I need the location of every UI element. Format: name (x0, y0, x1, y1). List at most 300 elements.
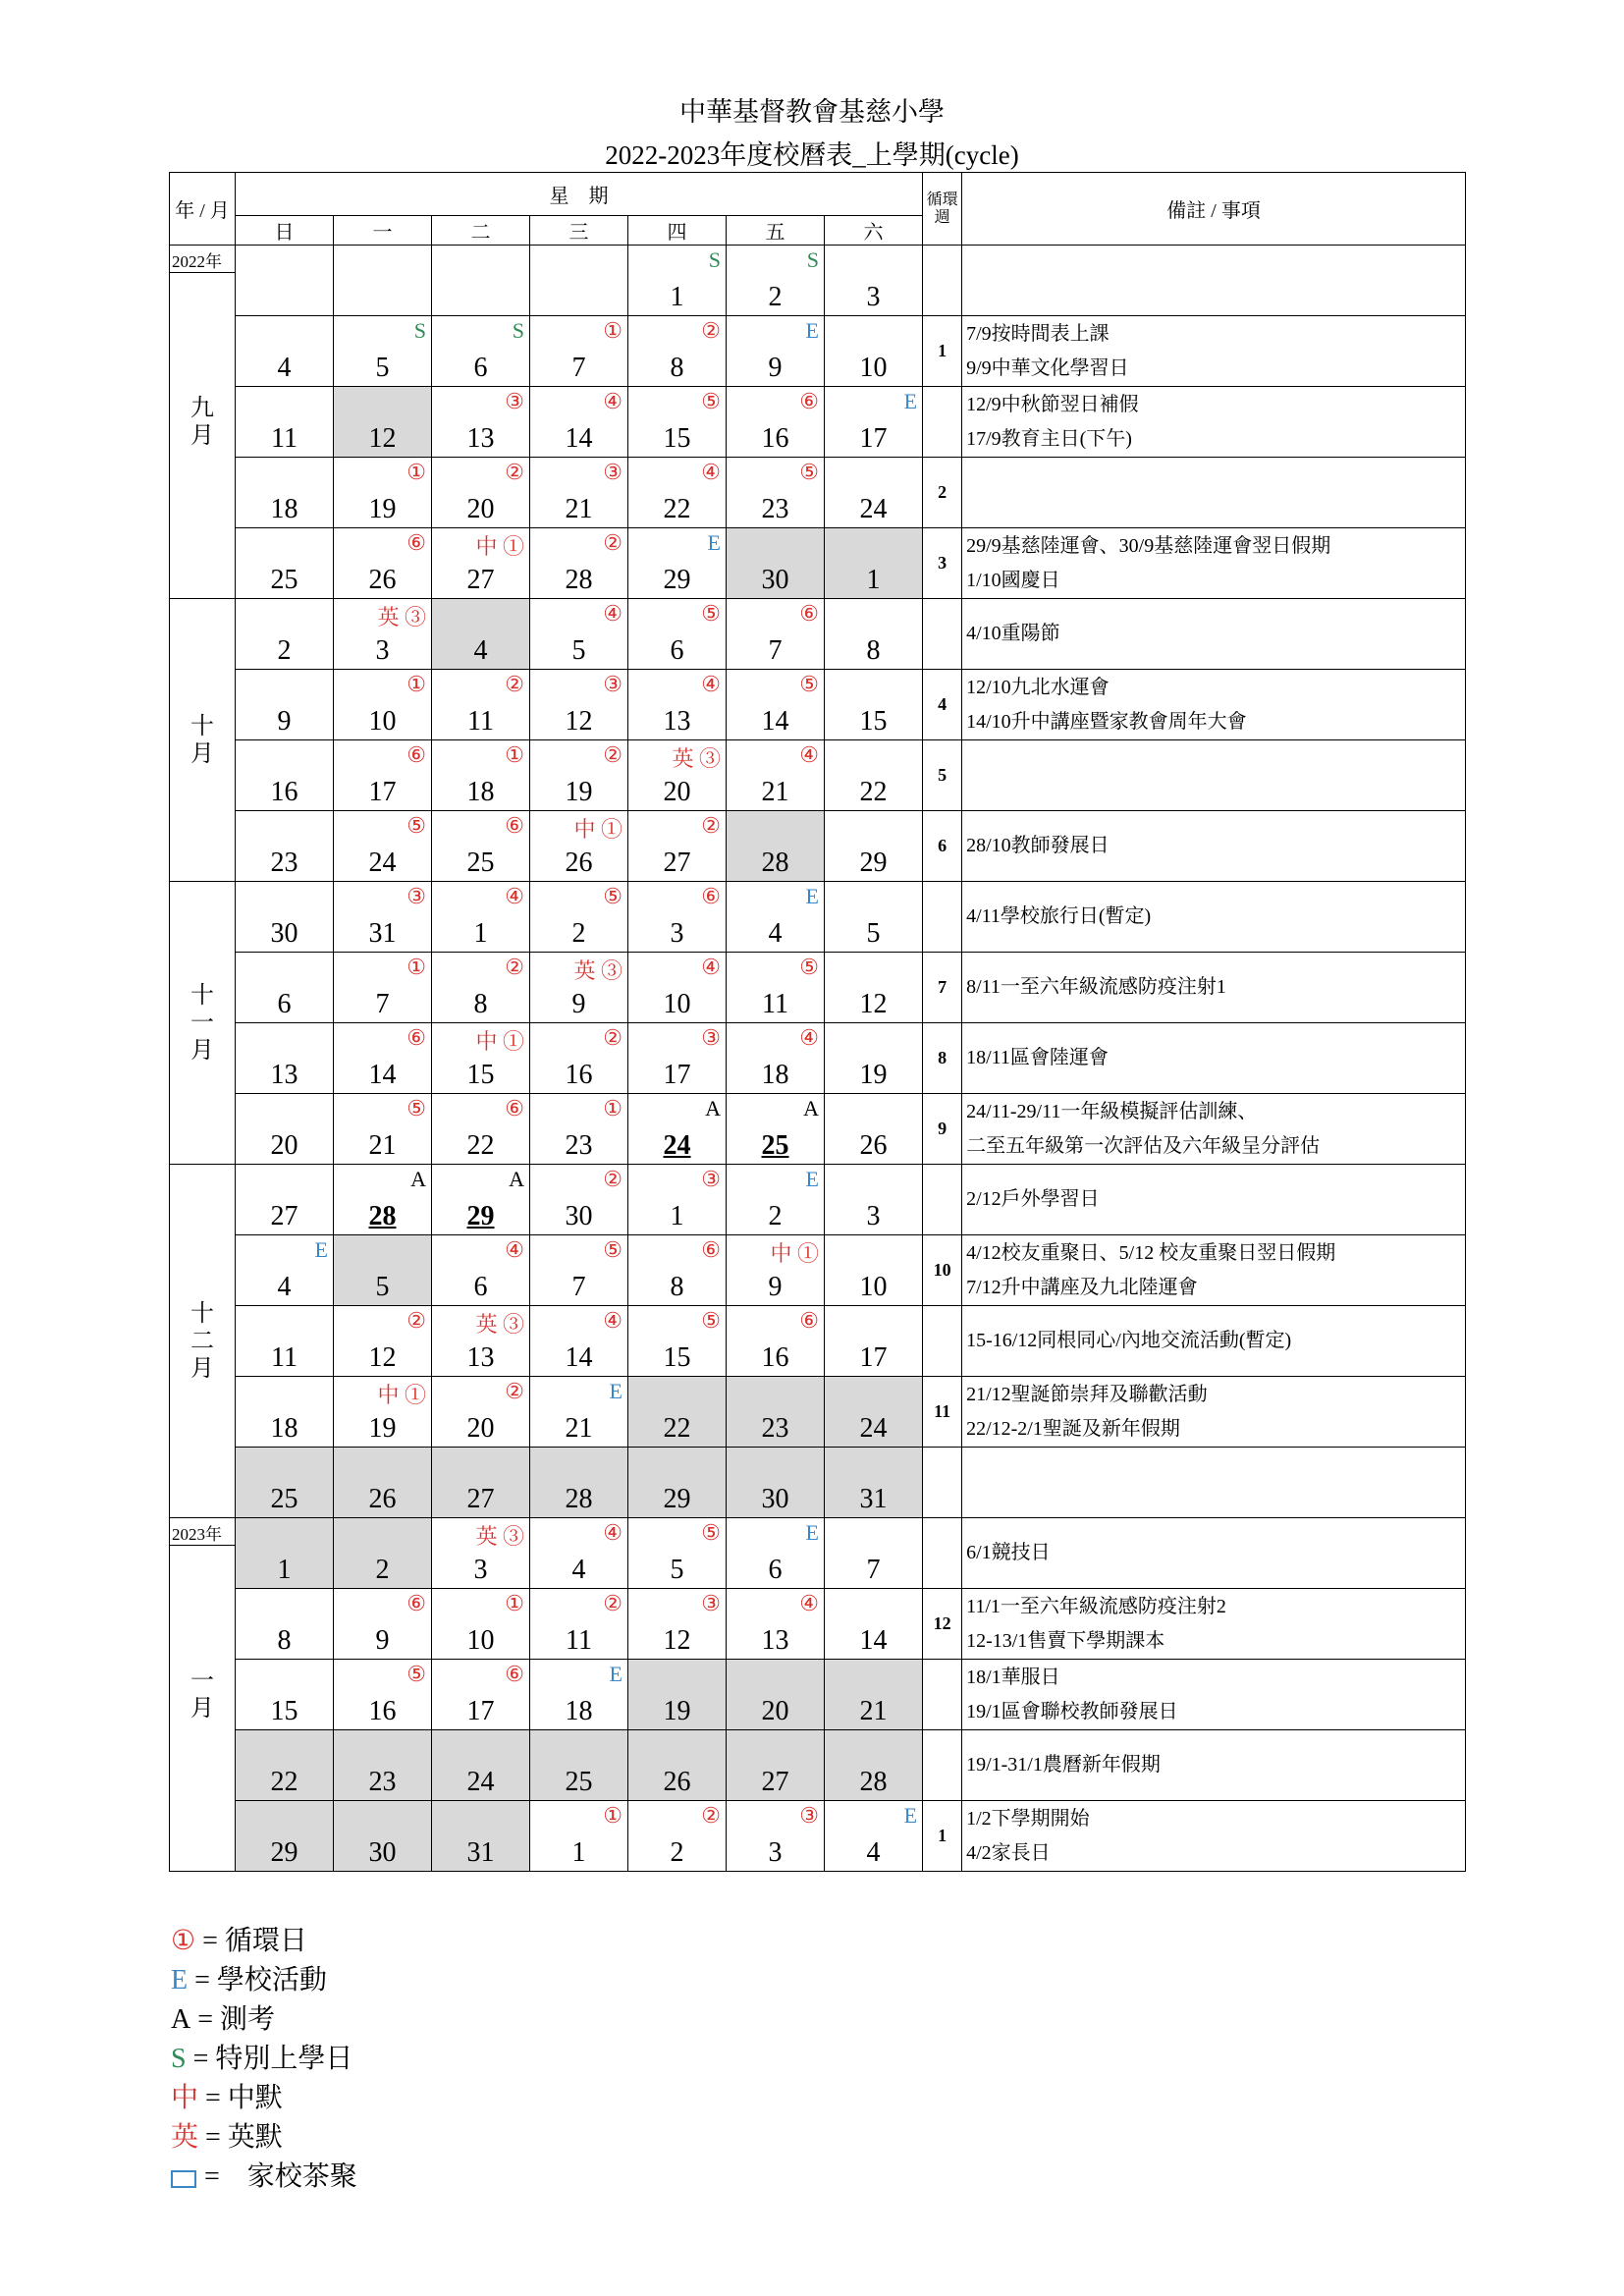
day-marker: ⑥ (406, 742, 426, 767)
day-cell (334, 811, 432, 882)
day-cell (530, 1730, 628, 1801)
day-cell (727, 953, 825, 1023)
day-cell (236, 246, 334, 316)
day-cell (530, 1660, 628, 1730)
day-cell (825, 1306, 923, 1377)
day-marker: E (903, 1803, 918, 1828)
day-marker: 中 ① (377, 1383, 426, 1407)
day-number: 4 (277, 353, 292, 383)
day-marker: ① (603, 1803, 623, 1828)
cycle-week (923, 882, 962, 953)
day-marker: E (707, 530, 721, 555)
month-label: 一 月 (190, 1667, 214, 1722)
cycle-week: 3 (923, 528, 962, 599)
day-number: 26 (368, 565, 397, 595)
day-cell (825, 1377, 923, 1448)
day-number: 1 (866, 565, 881, 595)
day-number: 11 (467, 706, 494, 737)
remark-line: 15-16/12同根同心/內地交流活動(暫定) (966, 1330, 1292, 1351)
day-marker: 英 ③ (672, 746, 721, 771)
day-cell (727, 1660, 825, 1730)
day-marker: ⑤ (406, 1096, 426, 1121)
day-cell (628, 670, 727, 740)
day-number: 7 (571, 1272, 586, 1302)
day-number: 30 (368, 1837, 397, 1868)
day-number: 12 (565, 706, 593, 737)
day-number: 15 (859, 706, 888, 737)
header-remarks: 備註 / 事項 (962, 173, 1466, 246)
day-number: 14 (859, 1625, 888, 1656)
day-marker: ⑥ (701, 884, 721, 908)
day-number: 17 (466, 1696, 495, 1726)
day-number: 14 (761, 706, 789, 737)
day-cell (628, 246, 727, 316)
day-cell (334, 1518, 432, 1589)
day-number: 19 (663, 1696, 691, 1726)
day-marker: ⑥ (406, 1591, 426, 1615)
day-cell (825, 1165, 923, 1235)
day-cell (727, 882, 825, 953)
day-cell (236, 316, 334, 387)
day-cell (628, 528, 727, 599)
legend-item (171, 1961, 357, 2000)
day-number: 30 (565, 1201, 593, 1231)
day-number: 9 (768, 1272, 783, 1302)
cycle-week: 11 (923, 1377, 962, 1448)
week-row (170, 599, 1466, 670)
day-cell (628, 1235, 727, 1306)
day-cell (236, 599, 334, 670)
day-cell (530, 1165, 628, 1235)
day-cell (727, 316, 825, 387)
cycle-week (923, 246, 962, 316)
week-row (170, 387, 1466, 458)
day-cell (236, 1165, 334, 1235)
day-marker: ③ (603, 672, 623, 696)
day-cell (530, 811, 628, 882)
day-cell (236, 1023, 334, 1094)
day-cell (334, 1165, 432, 1235)
cycle-week: 6 (923, 811, 962, 882)
day-number: 27 (761, 1767, 789, 1797)
day-marker: ③ (603, 460, 623, 484)
cycle-week: 12 (923, 1589, 962, 1660)
day-cell (236, 1094, 334, 1165)
remark-line: 4/11學校旅行日(暫定) (966, 905, 1152, 927)
day-cell (727, 246, 825, 316)
day-cell (530, 528, 628, 599)
cycle-week: 4 (923, 670, 962, 740)
day-number: 4 (277, 1272, 292, 1302)
day-marker: 英 ③ (377, 605, 426, 629)
day-cell (727, 1094, 825, 1165)
school-calendar-table (169, 172, 1466, 1872)
day-number: 18 (270, 1413, 298, 1444)
legend-item (171, 2158, 357, 2197)
day-number: 23 (761, 494, 789, 524)
day-marker: ④ (603, 1308, 623, 1333)
day-cell (530, 1306, 628, 1377)
day-cell (432, 458, 530, 528)
day-number: 7 (375, 989, 390, 1019)
day-number: 22 (270, 1767, 298, 1797)
remarks-cell (962, 1448, 1466, 1518)
day-number: 11 (271, 1342, 298, 1373)
remark-line: 1/2下學期開始 (966, 1807, 1090, 1830)
day-cell (825, 599, 923, 670)
day-number: 17 (368, 777, 397, 807)
cycle-week: 10 (923, 1235, 962, 1306)
day-cell (727, 1801, 825, 1872)
day-number: 3 (768, 1837, 783, 1868)
day-cell (334, 1377, 432, 1448)
day-cell (530, 1448, 628, 1518)
day-cell (432, 1730, 530, 1801)
day-marker: ⑥ (799, 389, 819, 413)
day-number: 6 (277, 989, 292, 1019)
week-row (170, 1448, 1466, 1518)
day-cell (825, 1235, 923, 1306)
day-number: 19 (859, 1060, 888, 1090)
month-cell (170, 246, 236, 599)
day-cell (727, 1730, 825, 1801)
day-number: 26 (663, 1767, 691, 1797)
day-marker: ④ (505, 884, 524, 908)
remarks-cell (962, 1377, 1466, 1448)
day-cell (236, 740, 334, 811)
day-number: 8 (277, 1625, 292, 1656)
day-number: 11 (566, 1625, 592, 1656)
day-cell (727, 528, 825, 599)
day-marker: ③ (701, 1167, 721, 1191)
day-cell (236, 458, 334, 528)
week-row (170, 1094, 1466, 1165)
day-marker: A (410, 1167, 426, 1191)
legend-symbol: S (171, 2044, 187, 2074)
day-number: 17 (859, 1342, 888, 1373)
day-number: 27 (466, 1484, 495, 1514)
day-marker: ② (701, 1803, 721, 1828)
remarks-cell (962, 1235, 1466, 1306)
legend-item (171, 1922, 357, 1961)
day-marker: ④ (799, 742, 819, 767)
weekday-header: 四 (628, 216, 727, 246)
month-label: 十 二 月 (190, 1300, 214, 1382)
day-number: 31 (859, 1484, 888, 1514)
day-cell (432, 1235, 530, 1306)
day-number: 22 (663, 494, 691, 524)
week-row (170, 1235, 1466, 1306)
day-marker: ④ (603, 389, 623, 413)
day-cell (530, 1518, 628, 1589)
day-number: 8 (866, 635, 881, 666)
day-number: 10 (859, 1272, 888, 1302)
remark-line: 18/11區會陸運會 (966, 1047, 1109, 1068)
cycle-week (923, 1660, 962, 1730)
remarks-cell (962, 316, 1466, 387)
day-cell (334, 1306, 432, 1377)
day-cell (825, 387, 923, 458)
day-number: 27 (663, 847, 691, 878)
day-cell (727, 1518, 825, 1589)
day-cell (628, 1801, 727, 1872)
day-number: 6 (670, 635, 684, 666)
day-cell (530, 1801, 628, 1872)
legend-text: = 測考 (190, 2004, 276, 2035)
day-marker: ① (603, 1096, 623, 1121)
day-number: 29 (859, 847, 888, 878)
day-number: 28 (859, 1767, 888, 1797)
day-cell (628, 316, 727, 387)
day-cell (628, 1660, 727, 1730)
day-number: 12 (368, 423, 397, 454)
day-marker: E (805, 884, 819, 908)
day-number: 24 (663, 1130, 691, 1161)
calendar-subtitle: 2022-2023年度校曆表_上學期(cycle) (605, 140, 1019, 170)
day-number: 24 (859, 494, 888, 524)
day-cell (530, 1023, 628, 1094)
day-number: 9 (571, 989, 586, 1019)
day-marker: A (803, 1096, 819, 1121)
weekday-header: 三 (530, 216, 628, 246)
legend-item (171, 2040, 357, 2079)
weekday-header: 一 (334, 216, 432, 246)
day-cell (236, 1589, 334, 1660)
day-number: 25 (270, 1484, 298, 1514)
day-cell (530, 387, 628, 458)
day-cell (236, 1730, 334, 1801)
remarks-cell (962, 387, 1466, 458)
day-number: 2 (571, 918, 586, 949)
day-number: 3 (866, 282, 881, 312)
week-row (170, 670, 1466, 740)
day-number: 13 (761, 1625, 789, 1656)
day-number: 18 (565, 1696, 593, 1726)
day-marker: ⑤ (603, 884, 623, 908)
day-cell (825, 1801, 923, 1872)
day-number: 18 (761, 1060, 789, 1090)
month-cell (170, 882, 236, 1165)
day-number: 21 (761, 777, 789, 807)
week-row (170, 1589, 1466, 1660)
remark-line: 22/12-2/1聖誕及新年假期 (966, 1417, 1180, 1440)
remark-line: 21/12聖誕節崇拜及聯歡活動 (966, 1383, 1208, 1405)
day-cell (530, 1094, 628, 1165)
day-number: 26 (368, 1484, 397, 1514)
day-cell (825, 953, 923, 1023)
day-cell (825, 1448, 923, 1518)
remarks-cell (962, 458, 1466, 528)
day-cell (825, 458, 923, 528)
remark-line: 二至五年級第一次評估及六年級呈分評估 (966, 1134, 1321, 1157)
remarks-cell (962, 1589, 1466, 1660)
day-marker: S (413, 318, 426, 343)
remark-line: 2/12戶外學習日 (966, 1188, 1100, 1210)
day-number: 10 (859, 353, 888, 383)
day-number: 16 (761, 423, 789, 454)
day-marker: 英 ③ (475, 1524, 524, 1549)
day-number: 13 (270, 1060, 298, 1090)
day-marker: ① (505, 1591, 524, 1615)
day-number: 19 (565, 777, 593, 807)
day-marker: ⑤ (799, 955, 819, 979)
week-row (170, 316, 1466, 387)
remarks-cell (962, 670, 1466, 740)
day-cell (628, 1377, 727, 1448)
remarks-cell (962, 953, 1466, 1023)
remark-line: 7/9按時間表上課 (966, 322, 1110, 345)
remarks-cell (962, 246, 1466, 316)
day-cell (432, 1306, 530, 1377)
remark-line: 12/9中秋節翌日補假 (966, 393, 1139, 415)
day-marker: ③ (505, 389, 524, 413)
day-marker: ② (505, 1379, 524, 1403)
legend-item (171, 2000, 357, 2040)
cycle-week: 1 (923, 1801, 962, 1872)
day-number: 4 (571, 1555, 586, 1585)
day-cell (334, 740, 432, 811)
day-number: 2 (277, 635, 292, 666)
day-marker: ⑤ (406, 813, 426, 838)
day-number: 30 (761, 1484, 789, 1514)
day-marker: E (609, 1379, 623, 1403)
day-number: 28 (368, 1201, 397, 1231)
day-marker: E (805, 1520, 819, 1545)
remarks-cell (962, 599, 1466, 670)
remark-line: 24/11-29/11一年級模擬評估訓練、 (966, 1100, 1258, 1122)
week-row (170, 882, 1466, 953)
day-marker: ④ (505, 1237, 524, 1262)
day-marker: 英 ③ (573, 958, 623, 983)
remark-line: 29/9基慈陸運會、30/9基慈陸運會翌日假期 (966, 534, 1331, 557)
cycle-week: 8 (923, 1023, 962, 1094)
day-cell (628, 1023, 727, 1094)
day-number: 1 (277, 1555, 292, 1585)
day-cell (530, 458, 628, 528)
day-cell (628, 1518, 727, 1589)
day-cell (825, 1518, 923, 1589)
day-cell (236, 1235, 334, 1306)
day-marker: ④ (799, 1025, 819, 1050)
day-cell (432, 670, 530, 740)
day-marker: 中 ① (475, 1029, 524, 1054)
day-marker: 中 ① (770, 1241, 819, 1266)
day-number: 26 (565, 847, 593, 878)
day-cell (432, 1377, 530, 1448)
remarks-cell (962, 1165, 1466, 1235)
day-number: 24 (859, 1413, 888, 1444)
remark-line: 4/12校友重聚日、5/12 校友重聚日翌日假期 (966, 1241, 1336, 1264)
day-cell (432, 1589, 530, 1660)
weekday-header: 五 (727, 216, 825, 246)
day-cell (334, 1801, 432, 1872)
day-cell (727, 1165, 825, 1235)
weekday-header: 六 (825, 216, 923, 246)
day-cell (432, 1023, 530, 1094)
day-cell (727, 670, 825, 740)
day-marker: E (805, 318, 819, 343)
day-cell (432, 316, 530, 387)
day-cell (825, 670, 923, 740)
day-cell (236, 1448, 334, 1518)
day-marker: ② (701, 813, 721, 838)
cycle-week: 9 (923, 1094, 962, 1165)
day-marker: ⑥ (505, 1662, 524, 1686)
day-number: 28 (565, 1484, 593, 1514)
week-row (170, 1801, 1466, 1872)
month-cell (170, 1165, 236, 1518)
day-number: 11 (271, 423, 298, 454)
header-yearmonth: 年 / 月 (170, 173, 236, 246)
day-marker: ⑤ (701, 1308, 721, 1333)
day-marker: ② (406, 1308, 426, 1333)
week-row (170, 1165, 1466, 1235)
day-number: 27 (466, 565, 495, 595)
day-number: 13 (466, 1342, 495, 1373)
day-number: 24 (466, 1767, 495, 1797)
day-cell (530, 1589, 628, 1660)
cycle-week (923, 599, 962, 670)
remarks-cell (962, 1306, 1466, 1377)
day-cell (628, 1589, 727, 1660)
day-marker: S (708, 247, 721, 272)
day-number: 2 (670, 1837, 684, 1868)
day-number: 30 (270, 918, 298, 949)
remark-line: 18/1華服日 (966, 1666, 1060, 1688)
day-cell (334, 316, 432, 387)
day-cell (334, 246, 432, 316)
day-number: 23 (761, 1413, 789, 1444)
remark-line: 6/1競技日 (966, 1542, 1051, 1563)
day-marker: ⑥ (406, 1025, 426, 1050)
day-number: 1 (473, 918, 488, 949)
week-row (170, 1518, 1466, 1589)
day-marker: ⑤ (799, 460, 819, 484)
day-cell (236, 387, 334, 458)
year-label: 2023年 (170, 1518, 235, 1546)
day-cell (825, 882, 923, 953)
day-number: 22 (663, 1413, 691, 1444)
day-number: 5 (375, 353, 390, 383)
day-number: 4 (768, 918, 783, 949)
legend-item (171, 2118, 357, 2158)
week-row (170, 1730, 1466, 1801)
remark-line: 8/11一至六年級流感防疫注射1 (966, 976, 1226, 998)
day-marker: ① (603, 318, 623, 343)
day-number: 24 (368, 847, 397, 878)
day-number: 3 (670, 918, 684, 949)
day-cell (432, 1094, 530, 1165)
remark-line: 9/9中華文化學習日 (966, 356, 1129, 379)
day-number: 26 (859, 1130, 888, 1161)
day-cell (334, 1730, 432, 1801)
day-marker: 英 ③ (475, 1312, 524, 1337)
day-number: 21 (859, 1696, 888, 1726)
remarks-cell (962, 740, 1466, 811)
day-number: 15 (270, 1696, 298, 1726)
remarks-cell (962, 1730, 1466, 1801)
remark-line: 17/9教育主日(下午) (966, 427, 1132, 450)
day-marker: ① (406, 955, 426, 979)
day-number: 2 (375, 1555, 390, 1585)
day-marker: ② (603, 530, 623, 555)
day-cell (628, 599, 727, 670)
remark-line: 12-13/1售賣下學期課本 (966, 1629, 1165, 1652)
weekday-header: 日 (236, 216, 334, 246)
week-row (170, 246, 1466, 316)
day-number: 15 (663, 423, 691, 454)
day-marker: A (705, 1096, 721, 1121)
